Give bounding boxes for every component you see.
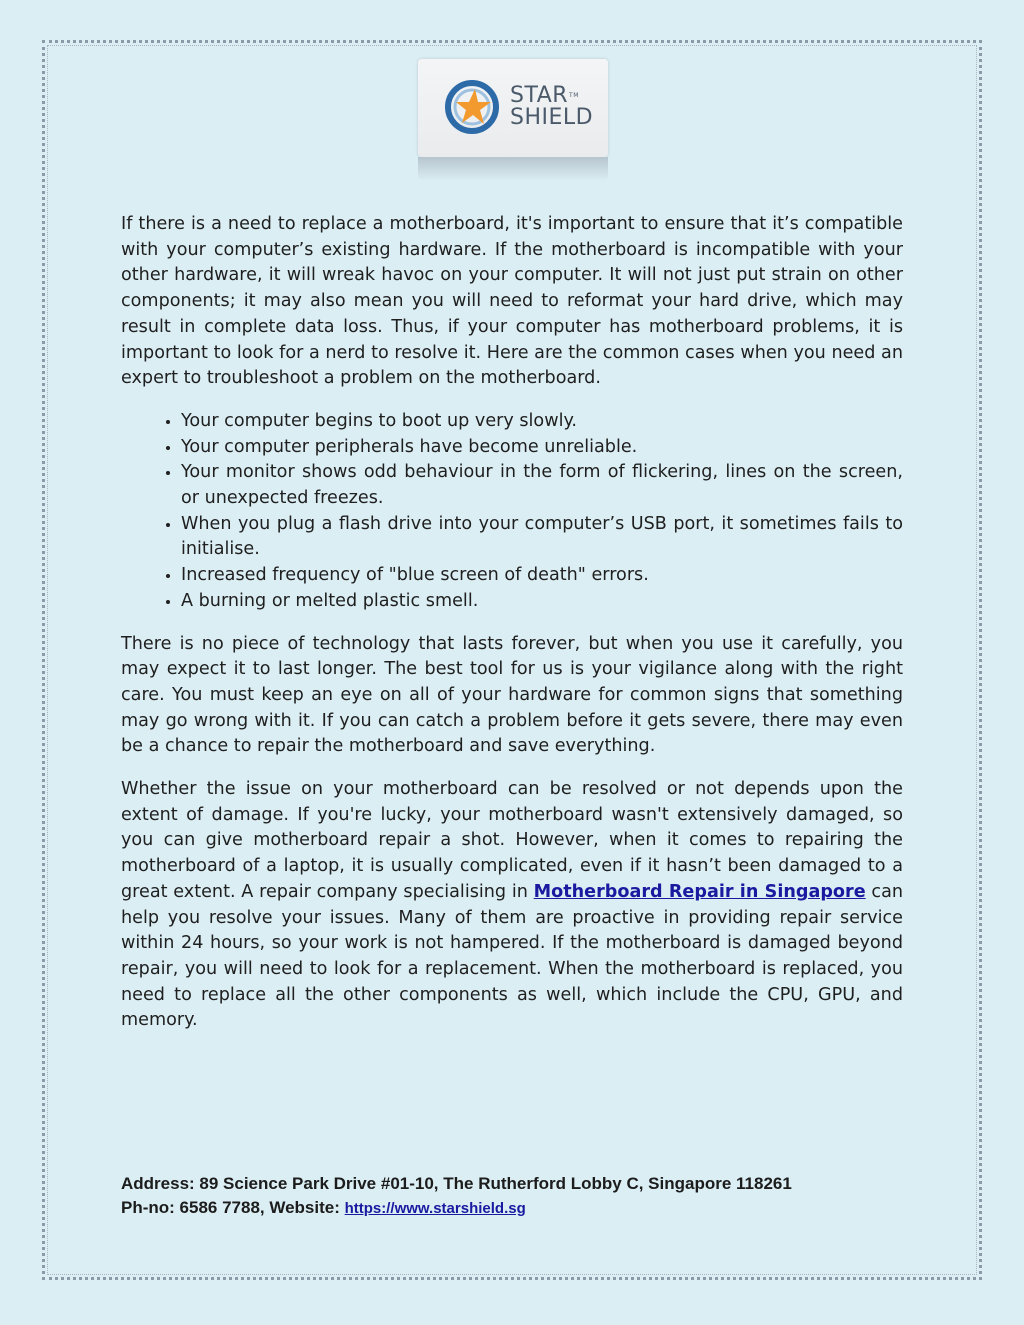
list-item: • Your computer peripherals have become unreliable. [181,435,903,461]
footer-phone-line [121,1196,903,1221]
logo-card [418,59,608,157]
list-item: • When you plug a flash drive into your computer’s USB port, it sometimes fails to initialise. [181,512,903,563]
footer-address: Address: 89 Science Park Drive #01-10, The Rutherford Lobby C, Singapore 118261 [121,1174,792,1193]
repair-text-after: can help you resolve your issues. Many of them are proactive in providing repair service within 24 hours, so your work is not hampered. If the motherboard is damaged beyond repair, you will need to look for a replacement. When the motherboard is replaced, you need to replace all the other components as well, which include the CPU, GPU, and memory. [121,881,903,1031]
footer-contact [121,1172,903,1221]
motherboard-repair-link[interactable]: Motherboard Repair in Singapore [533,881,866,902]
logo-reflection [418,157,608,181]
symptom-list [121,409,903,615]
intro-paragraph: If there is a need to replace a motherboard, it's important to ensure that it’s compatible with your computer’s existing hardware. If the motherboard is incompatible with your other hardware, it will wreak havoc on your computer. It will not just put strain on other components; it may also mean you will need to reformat your hard drive, which may result in complete data loss. Thus, if your computer has motherboard problems, it is important to look for a nerd to resolve it. Here are the common cases when you need an expert to troubleshoot a problem on the motherboard. [121,214,903,389]
list-item: • A burning or melted plastic smell. [181,589,903,615]
list-item: • Your computer begins to boot up very slowly. [181,409,903,435]
repair-paragraph [121,777,903,1034]
repair-text-before: Whether the issue on your motherboard can be resolved or not depends upon the extent of damage. If you're lucky, your motherboard wasn't extensively damaged, so you can give motherboard repair a shot. However, when it comes to repairing the motherboard of a laptop, it is usually complicated, even if it hasn’t been damaged to a great extent. A repair company specialising in [121,779,903,902]
logo-wordmark: STAR™ SHIELD [510,83,594,130]
website-link[interactable]: https://www.starshield.sg [344,1200,526,1217]
list-item: • Your monitor shows odd behaviour in the form of flickering, lines on the screen, or unexpected freezes. [181,460,903,511]
footer-phone: Ph-no: 6586 7788, Website: [121,1198,345,1217]
star-shield-icon [442,75,502,139]
article-body [121,212,903,1051]
list-item: • Increased frequency of "blue screen of death" errors. [181,563,903,589]
starshield-logo [418,59,608,181]
care-paragraph: There is no piece of technology that lasts forever, but when you use it carefully, you may expect it to last longer. The best tool for us is your vigilance along with the right care. You must keep an eye on all of your hardware for common signs that something may go wrong with it. If you can catch a problem before it gets severe, there may even be a chance to repair the motherboard and save everything. [121,633,903,757]
